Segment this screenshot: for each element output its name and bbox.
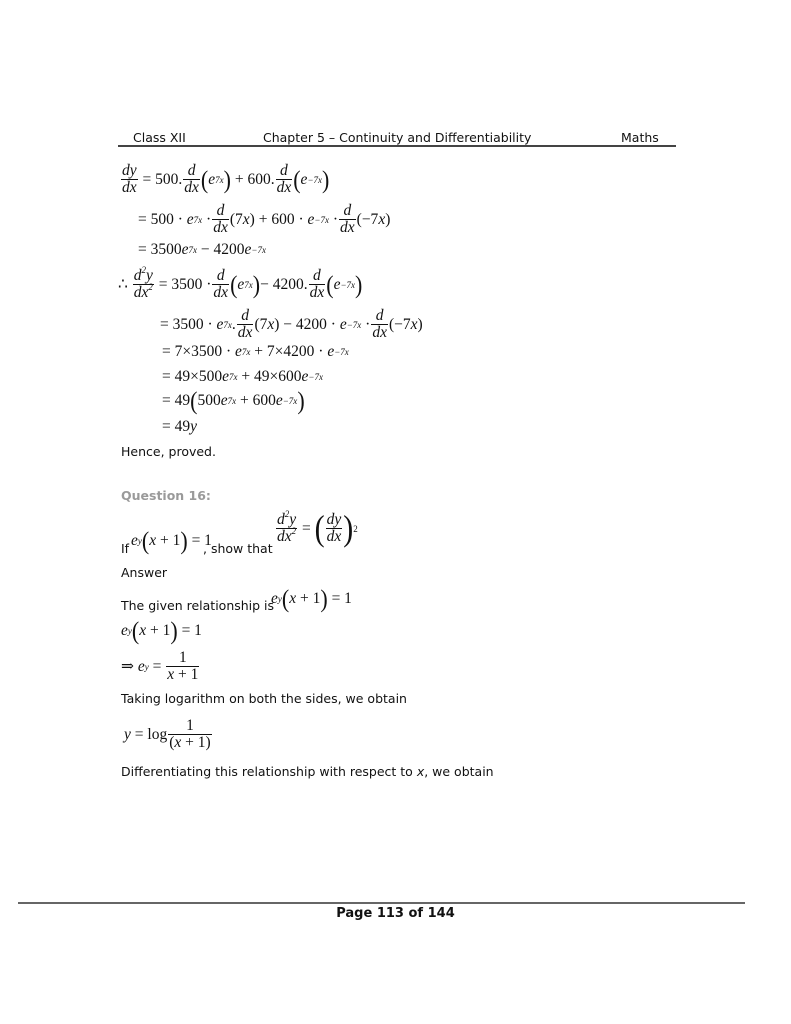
- footer-divider: [18, 902, 745, 904]
- header-class: Class XII: [133, 130, 186, 145]
- equation-line-3: = 3500e 7x − 4200e −7x: [138, 241, 266, 258]
- page-number: Page 113 of 144: [336, 906, 455, 921]
- equation-line-5: = 3500 · e 7x . $\frac{d}{dx}$ (7x) − 4200 · e −7x · $\frac{d}{dx}$ (−7x): [160, 307, 423, 342]
- answer-label: Answer: [121, 565, 168, 580]
- header-chapter-title: Chapter 5 – Continuity and Differentiability: [263, 130, 532, 145]
- header-divider: [118, 145, 676, 147]
- equation-line-4: ∴ $\frac{d^2y}{dx^2}$ = 3500 · $\frac{d}{dx}$ ( e 7x ) − 4200. $\frac{d}{dx}$ ( e −7x ): [118, 265, 363, 302]
- solution-intro-text: The given relationship is: [121, 598, 275, 613]
- conclusion-text: Hence, proved.: [121, 444, 216, 459]
- equation-line-2: = 500 · e 7x · $\frac{d}{dx}$ (7x) + 600 · e −7x · $\frac{d}{dx}$ (−7x): [138, 202, 391, 237]
- equation-line-6: = 7×3500 · e 7x + 7×4200 · e −7x: [162, 343, 349, 360]
- question-middle-text: , show that: [203, 541, 273, 556]
- solution-equation-1: e y ( x + 1 ) = 1: [121, 616, 202, 645]
- differentiation-step-text: Differentiating this relationship with respect to x, we obtain: [121, 764, 494, 779]
- solution-equation-2: ⇒ e y = $\frac{1}{x + 1}$: [121, 649, 199, 684]
- solution-equation-3: y = log $\frac{1}{(x + 1)}$: [124, 717, 211, 752]
- equation-line-8: = 49 ( 500e 7x + 600e −7x ): [162, 386, 305, 415]
- header-subject: Maths: [621, 130, 659, 145]
- logarithm-step-text: Taking logarithm on both the sides, we obtain: [121, 691, 407, 706]
- equation-line-7: = 49×500e 7x + 49×600e −7x: [162, 368, 323, 385]
- question-heading: Question 16:: [121, 488, 211, 503]
- equation-line-1: $\frac{dy}{dx}$ = 500. $\frac{d}{dx}$ ( e 7x ) + 600. $\frac{d}{dx}$ ( e −7x ): [122, 162, 330, 197]
- question-prefix: If: [121, 541, 130, 556]
- solution-intro-equation: e y ( x + 1 ) = 1: [271, 584, 352, 613]
- question-condition-equation: e y ( x + 1 ) = 1: [131, 526, 212, 555]
- equation-line-9: = 49y: [162, 418, 198, 435]
- question-claim-equation: $\frac{d^2y}{dx^2}$ = ( $\frac{dy}{dx}$ ) 2: [277, 508, 358, 548]
